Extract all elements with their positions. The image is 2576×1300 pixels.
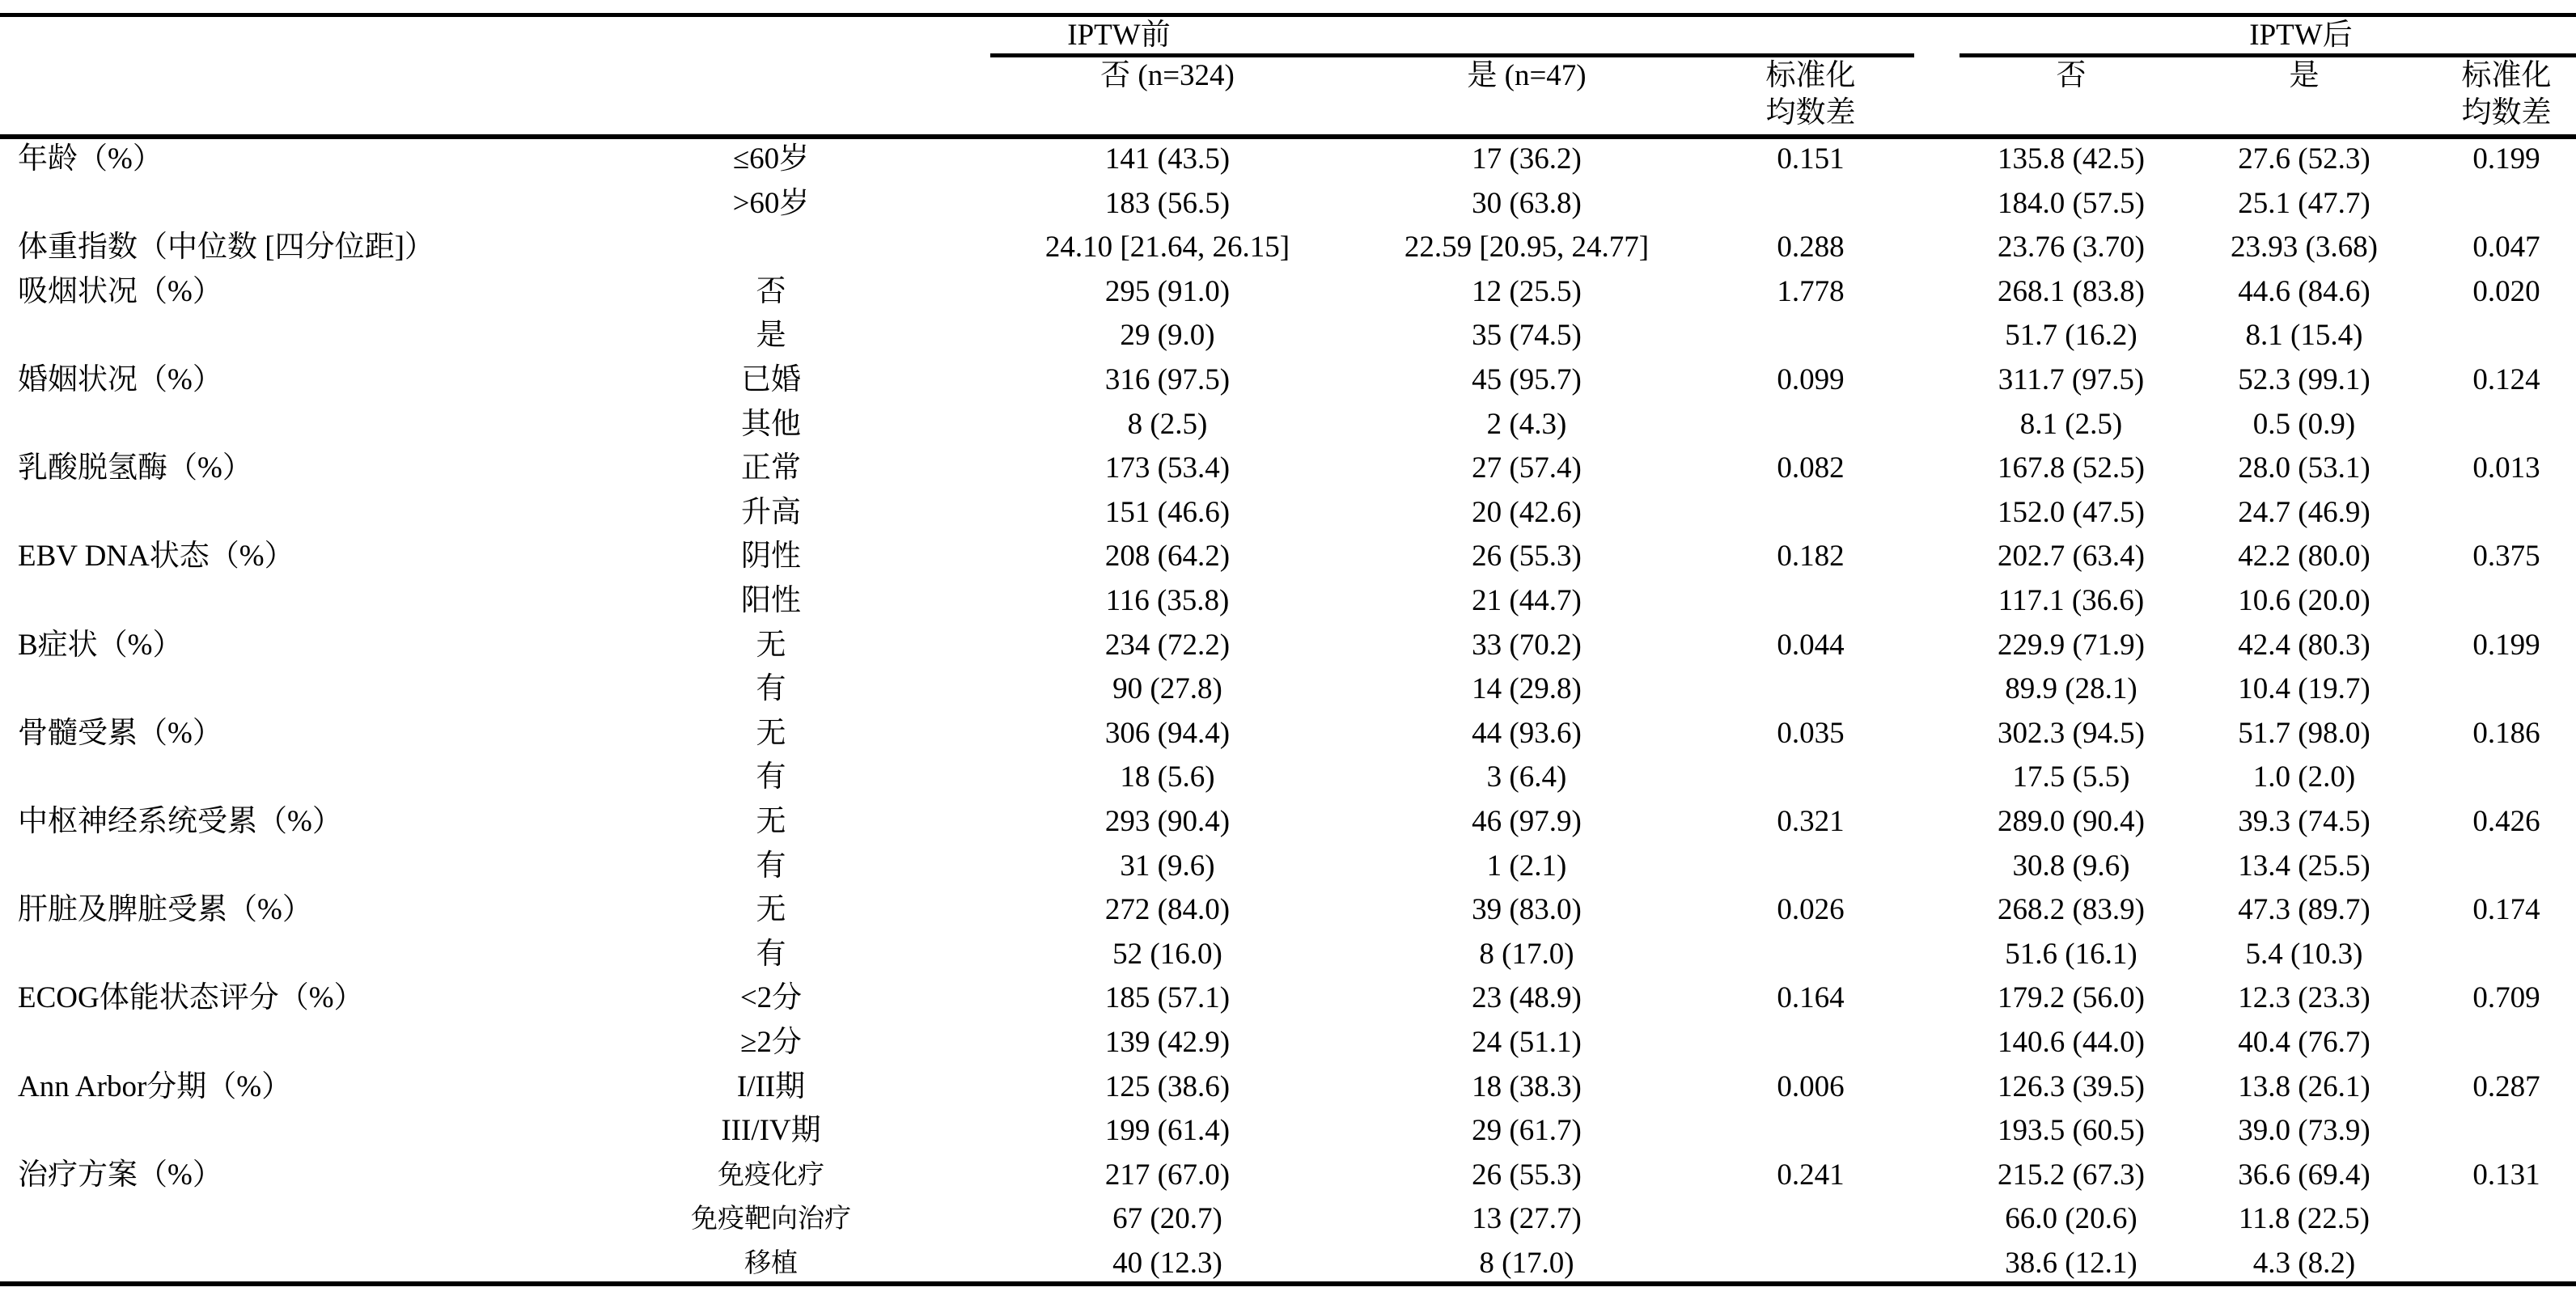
before-yes-value: 23 (48.9) xyxy=(1472,981,1582,1015)
after-yes-value: 11.8 (22.5) xyxy=(2238,1202,2371,1236)
level-label: 免疫化疗 xyxy=(718,1160,824,1190)
before-no-value: 199 (61.4) xyxy=(1104,1114,1231,1148)
before-no-value: 52 (16.0) xyxy=(1112,937,1222,971)
before-no-value: 295 (91.0) xyxy=(1104,274,1231,308)
after-yes-value: 42.2 (80.0) xyxy=(2238,540,2371,574)
after-yes-value: 13.8 (26.1) xyxy=(2238,1069,2371,1103)
after-yes-value: 0.5 (0.9) xyxy=(2252,407,2356,441)
level-label: <2分 xyxy=(739,981,803,1015)
before-smd-value: 0.151 xyxy=(1777,142,1845,176)
after-smd-value: 0.199 xyxy=(2472,628,2540,662)
before-yes-value: 8 (17.0) xyxy=(1479,1247,1574,1280)
before-yes-value: 14 (29.8) xyxy=(1472,672,1582,706)
after-no-value: 152.0 (47.5) xyxy=(1998,495,2145,529)
level-label: 免疫靶向治疗 xyxy=(691,1205,851,1234)
col-before-no: 否 (n=324) xyxy=(1100,59,1235,92)
col-before-smd-2: 均数差 xyxy=(1765,96,1856,129)
before-yes-value: 45 (95.7) xyxy=(1472,363,1582,396)
after-no-value: 268.1 (83.8) xyxy=(1998,274,2145,308)
after-yes-value: 10.4 (19.7) xyxy=(2238,672,2371,706)
before-no-value: 208 (64.2) xyxy=(1104,540,1231,574)
before-yes-value: 1 (2.1) xyxy=(1486,849,1567,883)
after-no-value: 117.1 (36.6) xyxy=(1998,584,2145,617)
after-smd-value: 0.047 xyxy=(2472,231,2540,265)
variable-label: 体重指数（中位数 [四分位距]） xyxy=(18,231,434,265)
before-no-value: 185 (57.1) xyxy=(1104,981,1231,1015)
level-label: ≤60岁 xyxy=(732,142,810,176)
after-smd-value: 0.013 xyxy=(2472,451,2540,485)
before-no-value: 272 (84.0) xyxy=(1104,893,1231,927)
before-no-value: 183 (56.5) xyxy=(1104,186,1231,220)
after-yes-value: 40.4 (76.7) xyxy=(2238,1026,2371,1059)
col-before-yes: 是 (n=47) xyxy=(1467,59,1587,92)
after-smd-value: 0.375 xyxy=(2472,540,2540,574)
after-no-value: 167.8 (52.5) xyxy=(1998,451,2145,485)
level-label: 阳性 xyxy=(741,584,801,617)
before-no-value: 293 (90.4) xyxy=(1104,805,1231,838)
before-smd-value: 0.288 xyxy=(1777,231,1845,265)
variable-label: ECOG体能状态评分（%） xyxy=(18,981,364,1015)
before-no-value: 234 (72.2) xyxy=(1104,628,1231,662)
after-no-value: 89.9 (28.1) xyxy=(2005,672,2137,706)
header-rule xyxy=(0,134,2576,139)
before-yes-value: 21 (44.7) xyxy=(1472,584,1582,617)
level-label: 无 xyxy=(756,805,786,838)
after-no-value: 193.5 (60.5) xyxy=(1998,1114,2145,1148)
after-no-value: 289.0 (90.4) xyxy=(1998,805,2145,838)
before-yes-value: 17 (36.2) xyxy=(1472,142,1582,176)
after-yes-value: 51.7 (98.0) xyxy=(2238,716,2371,750)
after-yes-value: 42.4 (80.3) xyxy=(2238,628,2371,662)
group-header-before: IPTW前 xyxy=(1067,19,1171,52)
after-yes-value: 24.7 (46.9) xyxy=(2238,495,2371,529)
after-no-value: 311.7 (97.5) xyxy=(1998,363,2145,396)
after-yes-value: 27.6 (52.3) xyxy=(2238,142,2371,176)
after-no-value: 302.3 (94.5) xyxy=(1998,716,2145,750)
level-label: 否 xyxy=(756,274,786,308)
before-yes-value: 8 (17.0) xyxy=(1479,937,1574,971)
before-no-value: 125 (38.6) xyxy=(1104,1069,1231,1103)
after-no-value: 179.2 (56.0) xyxy=(1998,981,2145,1015)
before-smd-value: 0.044 xyxy=(1777,628,1845,662)
after-yes-value: 4.3 (8.2) xyxy=(2252,1247,2356,1280)
before-no-value: 8 (2.5) xyxy=(1127,407,1208,441)
col-after-yes: 是 xyxy=(2289,59,2320,92)
before-yes-value: 46 (97.9) xyxy=(1472,805,1582,838)
after-yes-value: 47.3 (89.7) xyxy=(2238,893,2371,927)
after-yes-value: 39.0 (73.9) xyxy=(2238,1114,2371,1148)
after-no-value: 140.6 (44.0) xyxy=(1998,1026,2145,1059)
after-yes-value: 44.6 (84.6) xyxy=(2238,274,2371,308)
col-after-smd-1: 标准化 xyxy=(2461,59,2552,92)
after-smd-value: 0.020 xyxy=(2472,274,2540,308)
before-yes-value: 33 (70.2) xyxy=(1472,628,1582,662)
after-smd-value: 0.174 xyxy=(2472,893,2540,927)
before-no-value: 151 (46.6) xyxy=(1104,495,1231,529)
top-rule xyxy=(0,13,2576,17)
before-smd-value: 0.182 xyxy=(1777,540,1845,574)
before-smd-value: 0.321 xyxy=(1777,805,1845,838)
after-smd-value: 0.426 xyxy=(2472,805,2540,838)
level-label: 阴性 xyxy=(741,540,801,574)
col-after-smd-2: 均数差 xyxy=(2461,96,2552,129)
before-yes-value: 24 (51.1) xyxy=(1472,1026,1582,1059)
before-yes-value: 30 (63.8) xyxy=(1472,186,1582,220)
before-yes-value: 22.59 [20.95, 24.77] xyxy=(1404,231,1650,265)
level-label: 升高 xyxy=(741,495,801,529)
before-yes-value: 26 (55.3) xyxy=(1472,540,1582,574)
after-no-value: 229.9 (71.9) xyxy=(1998,628,2145,662)
after-smd-value: 0.287 xyxy=(2472,1069,2540,1103)
after-no-value: 23.76 (3.70) xyxy=(1998,231,2145,265)
level-label: 移植 xyxy=(744,1249,798,1278)
before-yes-value: 18 (38.3) xyxy=(1472,1069,1582,1103)
variable-label: 吸烟状况（%） xyxy=(18,274,222,308)
before-no-value: 173 (53.4) xyxy=(1104,451,1231,485)
before-no-value: 24.10 [21.64, 26.15] xyxy=(1044,231,1290,265)
level-label: 有 xyxy=(756,760,786,794)
after-no-value: 30.8 (9.6) xyxy=(2012,849,2130,883)
after-no-value: 66.0 (20.6) xyxy=(2005,1202,2137,1236)
after-yes-value: 10.6 (20.0) xyxy=(2238,584,2371,617)
level-label: ≥2分 xyxy=(740,1026,802,1059)
before-no-value: 139 (42.9) xyxy=(1104,1026,1231,1059)
level-label: 无 xyxy=(756,893,786,927)
after-yes-value: 25.1 (47.7) xyxy=(2238,186,2371,220)
before-no-value: 18 (5.6) xyxy=(1120,760,1215,794)
before-no-value: 90 (27.8) xyxy=(1112,672,1222,706)
after-no-value: 126.3 (39.5) xyxy=(1998,1069,2145,1103)
before-yes-value: 3 (6.4) xyxy=(1486,760,1567,794)
level-label: 无 xyxy=(756,716,786,750)
after-smd-value: 0.709 xyxy=(2472,981,2540,1015)
before-yes-value: 29 (61.7) xyxy=(1472,1114,1582,1148)
variable-label: 治疗方案（%） xyxy=(18,1158,222,1192)
level-label: III/IV期 xyxy=(721,1114,821,1148)
after-no-value: 38.6 (12.1) xyxy=(2005,1247,2137,1280)
before-smd-value: 0.164 xyxy=(1777,981,1845,1015)
variable-label: 乳酸脱氢酶（%） xyxy=(18,451,252,485)
after-no-value: 51.6 (16.1) xyxy=(2005,937,2137,971)
after-smd-value: 0.124 xyxy=(2472,363,2540,396)
before-smd-value: 0.099 xyxy=(1777,363,1845,396)
before-yes-value: 39 (83.0) xyxy=(1472,893,1582,927)
after-yes-value: 1.0 (2.0) xyxy=(2252,760,2356,794)
variable-label: 婚姻状况（%） xyxy=(18,363,222,396)
after-no-value: 184.0 (57.5) xyxy=(1998,186,2145,220)
level-label: 有 xyxy=(756,849,786,883)
before-yes-value: 44 (93.6) xyxy=(1472,716,1582,750)
before-no-value: 31 (9.6) xyxy=(1120,849,1215,883)
before-no-value: 116 (35.8) xyxy=(1105,584,1230,617)
level-label: 无 xyxy=(756,628,786,662)
level-label: I/II期 xyxy=(736,1069,806,1103)
after-yes-value: 52.3 (99.1) xyxy=(2238,363,2371,396)
after-no-value: 215.2 (67.3) xyxy=(1998,1158,2145,1192)
variable-label: 骨髓受累（%） xyxy=(18,716,222,750)
after-smd-value: 0.186 xyxy=(2472,716,2540,750)
before-smd-value: 0.026 xyxy=(1777,893,1845,927)
col-after-no: 否 xyxy=(2056,59,2087,92)
variable-label: B症状（%） xyxy=(18,628,183,662)
bottom-rule xyxy=(0,1281,2576,1286)
before-no-value: 40 (12.3) xyxy=(1112,1247,1222,1280)
before-no-value: 141 (43.5) xyxy=(1104,142,1231,176)
level-label: 已婚 xyxy=(741,363,801,396)
before-smd-value: 1.778 xyxy=(1777,274,1845,308)
before-no-value: 306 (94.4) xyxy=(1104,716,1231,750)
level-label: 其他 xyxy=(741,407,801,441)
before-smd-value: 0.006 xyxy=(1777,1069,1845,1103)
col-before-smd-1: 标准化 xyxy=(1765,59,1856,92)
before-yes-value: 35 (74.5) xyxy=(1472,319,1582,353)
before-yes-value: 13 (27.7) xyxy=(1472,1202,1582,1236)
after-yes-value: 13.4 (25.5) xyxy=(2238,849,2371,883)
before-smd-value: 0.241 xyxy=(1777,1158,1845,1192)
after-no-value: 51.7 (16.2) xyxy=(2005,319,2137,353)
before-smd-value: 0.035 xyxy=(1777,716,1845,750)
level-label: 有 xyxy=(756,937,786,971)
variable-label: 肝脏及脾脏受累（%） xyxy=(18,893,312,927)
after-no-value: 202.7 (63.4) xyxy=(1998,540,2145,574)
variable-label: 中枢神经系统受累（%） xyxy=(18,805,342,838)
after-no-value: 17.5 (5.5) xyxy=(2012,760,2130,794)
before-no-value: 67 (20.7) xyxy=(1112,1202,1222,1236)
variable-label: 年龄（%） xyxy=(18,142,163,176)
level-label: 正常 xyxy=(741,451,801,485)
before-no-value: 217 (67.0) xyxy=(1104,1158,1231,1192)
after-yes-value: 12.3 (23.3) xyxy=(2238,981,2371,1015)
after-yes-value: 36.6 (69.4) xyxy=(2238,1158,2371,1192)
after-no-value: 8.1 (2.5) xyxy=(2019,407,2123,441)
after-yes-value: 39.3 (74.5) xyxy=(2238,805,2371,838)
variable-label: Ann Arbor分期（%） xyxy=(18,1069,292,1103)
variable-label: EBV DNA状态（%） xyxy=(18,540,294,574)
after-no-value: 268.2 (83.9) xyxy=(1998,893,2145,927)
level-label: 有 xyxy=(756,672,786,706)
after-yes-value: 8.1 (15.4) xyxy=(2245,319,2363,353)
before-yes-value: 12 (25.5) xyxy=(1472,274,1582,308)
after-no-value: 135.8 (42.5) xyxy=(1998,142,2145,176)
before-yes-value: 2 (4.3) xyxy=(1486,407,1567,441)
after-yes-value: 23.93 (3.68) xyxy=(2231,231,2378,265)
group-header-after: IPTW后 xyxy=(2249,19,2353,52)
before-no-value: 316 (97.5) xyxy=(1104,363,1231,396)
after-yes-value: 5.4 (10.3) xyxy=(2245,937,2363,971)
level-label: 是 xyxy=(756,319,786,353)
before-yes-value: 27 (57.4) xyxy=(1472,451,1582,485)
after-smd-value: 0.199 xyxy=(2472,142,2540,176)
after-yes-value: 28.0 (53.1) xyxy=(2238,451,2371,485)
after-smd-value: 0.131 xyxy=(2472,1158,2540,1192)
before-smd-value: 0.082 xyxy=(1777,451,1845,485)
before-yes-value: 26 (55.3) xyxy=(1472,1158,1582,1192)
before-no-value: 29 (9.0) xyxy=(1120,319,1215,353)
before-yes-value: 20 (42.6) xyxy=(1472,495,1582,529)
level-label: >60岁 xyxy=(732,186,810,220)
